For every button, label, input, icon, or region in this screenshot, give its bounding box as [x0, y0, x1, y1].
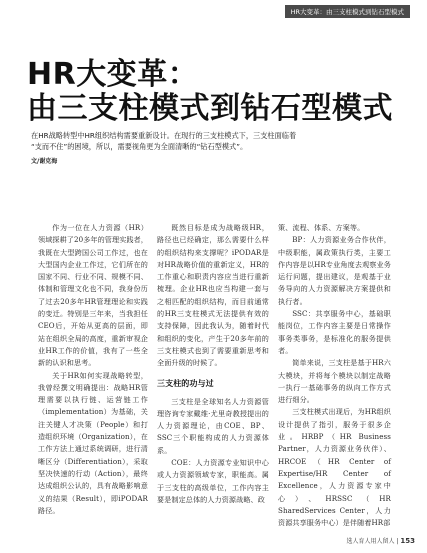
paragraph: 作为一位在人力资源（HR）领域探耕了20多年的管理实践者，我既在大型跨国公司工作过，也在大型国内企业工作过，它们所在的国家不同、行业不同、规模不同、体制和管理文化也不同，我身份历了过去20多年HR管理理论和实践的变迁。特别是三年来，当我担任CEO后，开始从更高的层面，即站在组织全局的高度，重新审视企业HR工作的价值，我有了一些全新的认识和思考。 — [38, 223, 148, 368]
paragraph: 三支柱是全球知名人力资源管理咨询专家戴维·尤里奇教授提出的人力资源理论，由COE、BP、SSC三个职能构成的人力资源体系。 — [157, 396, 269, 455]
lead-line-1: 在HR战略转型中HR组织结构需要重新设计。在现行的三支柱模式下，三支柱面临着 — [31, 131, 297, 140]
paragraph: 关于HR如何实现战略转型，我曾经撰文明确提出：战略HR管理需要以执行链、运营链工作（implementation）为基础，关注关键人才决策（People）和打造组织环境（Organization），在工作方法上通过系统调研，进行清晰区分（Differentiation），采取坚决快速的行动（Action），最终达成组织公认的，具有战略影响意义的结果（Result），即iPODAR路径。 — [38, 370, 148, 515]
paragraph: 既然目标是成为战略级HR，路径也已经确定，那么需要什么样的组织结构来支撑呢？iPODAR是对HR战略价值的重新定义，HR的工作重心和职责内容应当进行重新梳理。企业HR也应当构建一套与之相匹配的组织结构，而目前通常的HR三支柱模式无法提供有效的支持保障，因此我认为，随着时代和组织的变化，产生于20多年前的三支柱模式也到了需要重新思考和全面升级的时候了。 — [157, 223, 269, 368]
author-byline: 文/谢克海 — [31, 158, 58, 165]
paragraph: 三支柱模式出现后，为HR组织设计提供了指引，服务于很多企业。HRBP（HR Business Partner，人力资源业务伙伴）、HRCOE（HR Center of Expertise/HR Center of Excellence，人力资源专家中心）、HRSSC（HR SharedServices Center，人力资源共享服务中心）是伴随着HR部 — [278, 407, 391, 528]
body-column-1 — [38, 222, 148, 517]
paragraph: 策、流程、体系、方案等。 — [278, 223, 365, 232]
paragraph: 简单来说，三支柱是基于HR六大模块，并将每个模块以制定战略一执行一基础事务的纵向工作方式进行细分。 — [278, 358, 391, 405]
body-column-3 — [278, 222, 391, 529]
page-footer — [347, 536, 416, 545]
title-line-1: HR大变革： — [27, 57, 199, 92]
magazine-name: 选人育人用人留人 — [346, 538, 395, 545]
lead-paragraph — [31, 131, 391, 152]
section-header-tag: HR大变革：由三支柱模式到钻石型模式 — [285, 5, 410, 18]
paragraph: BP：人力资源业务合作伙伴，中级职能，属政策执行类，主要工作内容是以HR专业角度去观察业务运行问题，提出建议，是观基于业务导向的人力资源解决方案提供和执行者。 — [278, 235, 391, 306]
page-number: 153 — [400, 537, 415, 545]
page-title — [27, 58, 407, 126]
section-heading: 三支柱的功与过 — [157, 378, 214, 388]
title-line-2: 由三支柱模式到钻石型模式 — [27, 91, 393, 126]
lead-line-2: “支而不住”的困境，所以，需要视角更为全面清晰的“钻石型模式”。 — [31, 141, 248, 151]
body-column-2 — [157, 222, 269, 506]
paragraph: COE：人力资源专业知识中心或人力资源领域专家，职能高。属于三支柱的高级单位，工作内容主要是制定总体的人力资源战略、政 — [157, 458, 269, 504]
footer-separator: | — [396, 538, 401, 545]
paragraph: SSC：共享服务中心，基础职能岗位，工作内容主要是日常操作事务类事务，是标准化的服务提供者。 — [278, 309, 391, 355]
